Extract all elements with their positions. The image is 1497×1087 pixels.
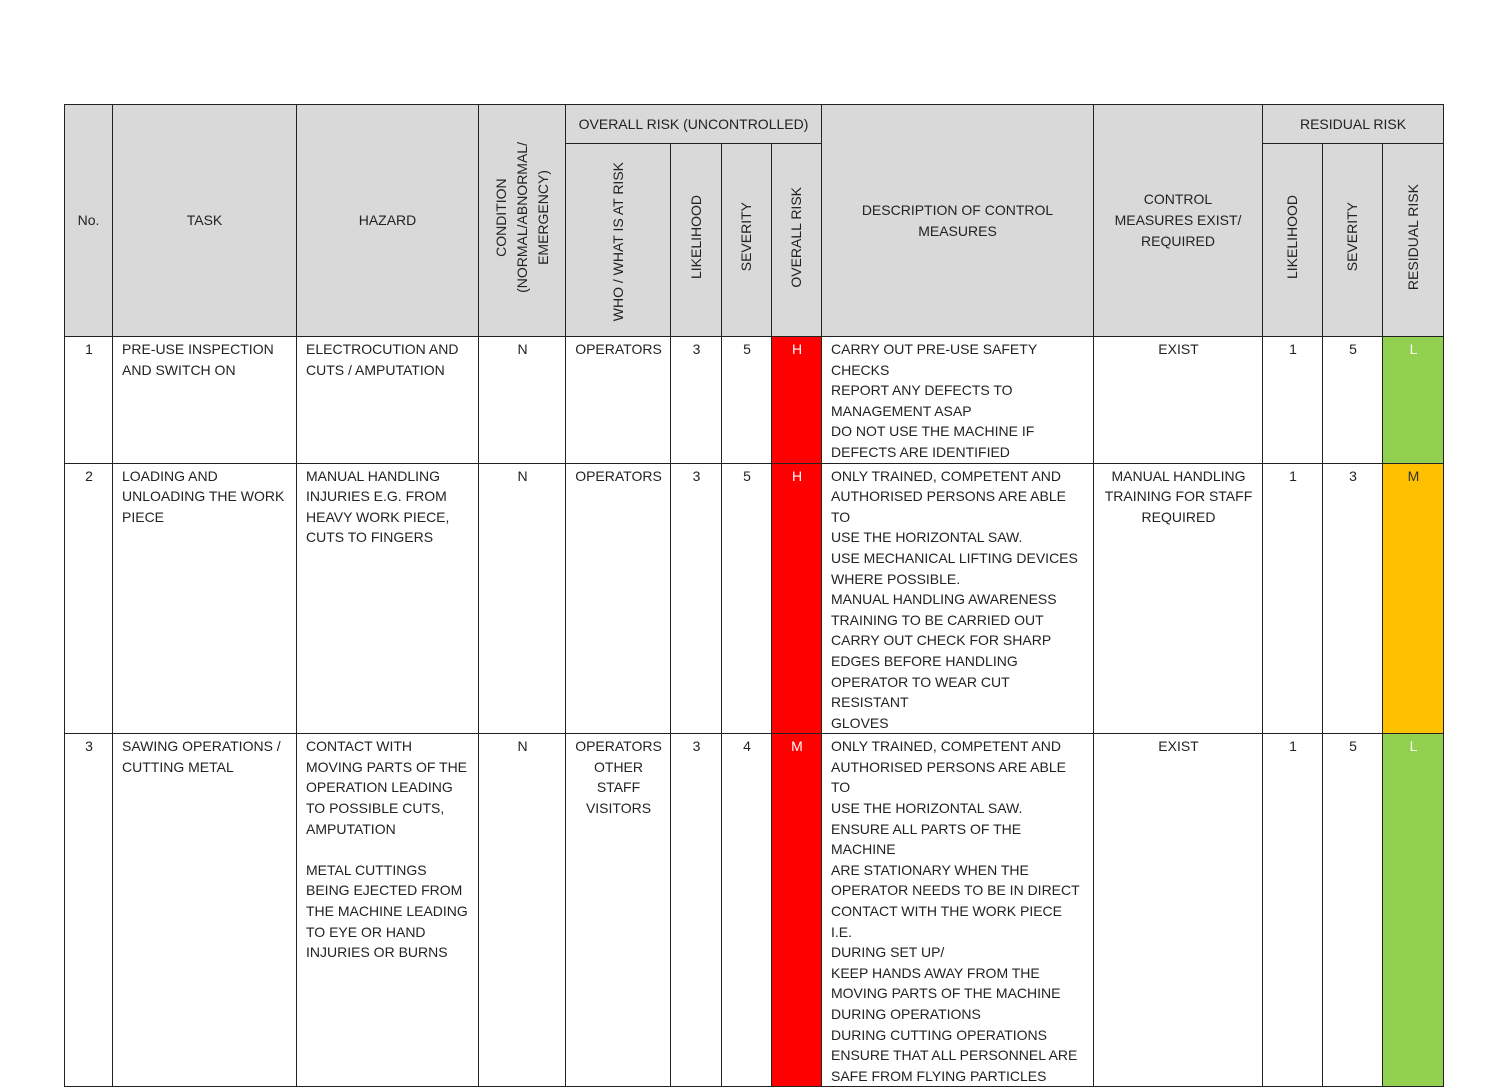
header-res-likelihood-cell <box>1263 144 1323 337</box>
cell-res-likelihood: 1 <box>1263 337 1323 464</box>
header-control-exist: CONTROL MEASURES EXIST/ REQUIRED <box>1094 105 1263 337</box>
header-likelihood: LIKELIHOOD <box>687 194 704 280</box>
cell-task: LOADING AND UNLOADING THE WORK PIECE <box>113 463 297 734</box>
cell-residual-risk: M <box>1383 463 1444 734</box>
header-residual-risk-cell <box>1383 144 1444 337</box>
cell-task: PRE-USE INSPECTION AND SWITCH ON <box>113 337 297 464</box>
cell-res-severity: 5 <box>1323 734 1383 1087</box>
cell-description: CARRY OUT PRE-USE SAFETY CHECKS REPORT ANY DEFECTS TO MANAGEMENT ASAP DO NOT USE THE MACHINE IF DEFECTS ARE IDENTIFIED <box>822 337 1094 464</box>
header-who: WHO / WHAT IS AT RISK <box>609 162 626 322</box>
cell-description: ONLY TRAINED, COMPETENT AND AUTHORISED PERSONS ARE ABLE TO USE THE HORIZONTAL SAW. USE MECHANICAL LIFTING DEVICES WHERE POSSIBLE. MANUAL HANDLING AWARENESS TRAINING TO BE CARRIED OUT CARRY OUT CHECK FOR SHARP EDGES BEFORE HANDLING OPERATOR TO WEAR CUT RESISTANT GLOVES <box>822 463 1094 734</box>
table-row <box>65 337 1444 464</box>
header-overall-risk-cell <box>772 144 822 337</box>
header-condition-cell <box>479 105 566 337</box>
cell-severity: 4 <box>722 734 772 1087</box>
header-res-severity: SEVERITY <box>1344 202 1360 272</box>
cell-no: 3 <box>65 734 113 1087</box>
header-residual-risk-group: RESIDUAL RISK <box>1263 105 1444 144</box>
cell-overall-risk: M <box>772 734 822 1087</box>
cell-hazard: CONTACT WITH MOVING PARTS OF THE OPERATION LEADING TO POSSIBLE CUTS, AMPUTATION METAL CUTTINGS BEING EJECTED FROM THE MACHINE LEADING TO EYE OR HAND INJURIES OR BURNS <box>297 734 479 1087</box>
header-overall-risk: OVERALL RISK <box>788 186 804 288</box>
header-who-cell <box>566 144 671 337</box>
cell-overall-risk: H <box>772 463 822 734</box>
header-res-severity-cell <box>1323 144 1383 337</box>
cell-res-likelihood: 1 <box>1263 463 1323 734</box>
cell-residual-risk: L <box>1383 337 1444 464</box>
cell-res-severity: 3 <box>1323 463 1383 734</box>
header-overall-risk-group: OVERALL RISK (UNCONTROLLED) <box>566 105 822 144</box>
header-hazard: HAZARD <box>297 105 479 337</box>
header-residual-risk: RESIDUAL RISK <box>1404 183 1421 291</box>
cell-overall-risk: H <box>772 337 822 464</box>
cell-likelihood: 3 <box>671 734 722 1087</box>
header-no: No. <box>65 105 113 337</box>
cell-hazard: ELECTROCUTION AND CUTS / AMPUTATION <box>297 337 479 464</box>
cell-hazard: MANUAL HANDLING INJURIES E.G. FROM HEAVY WORK PIECE, CUTS TO FINGERS <box>297 463 479 734</box>
header-likelihood-cell <box>671 144 722 337</box>
risk-assessment-table <box>64 104 1444 1087</box>
table-row <box>65 734 1444 1087</box>
cell-res-severity: 5 <box>1323 337 1383 464</box>
cell-task: SAWING OPERATIONS / CUTTING METAL <box>113 734 297 1087</box>
cell-res-likelihood: 1 <box>1263 734 1323 1087</box>
cell-severity: 5 <box>722 337 772 464</box>
cell-severity: 5 <box>722 463 772 734</box>
cell-who: OPERATORS <box>566 463 671 734</box>
header-severity-cell <box>722 144 772 337</box>
cell-likelihood: 3 <box>671 463 722 734</box>
header-description: DESCRIPTION OF CONTROL MEASURES <box>822 105 1094 337</box>
cell-condition: N <box>479 337 566 464</box>
cell-no: 1 <box>65 337 113 464</box>
header-severity: SEVERITY <box>738 202 754 272</box>
cell-control-exist: EXIST <box>1094 337 1263 464</box>
cell-control-exist: EXIST <box>1094 734 1263 1087</box>
cell-description: ONLY TRAINED, COMPETENT AND AUTHORISED PERSONS ARE ABLE TO USE THE HORIZONTAL SAW. ENSURE ALL PARTS OF THE MACHINE ARE STATIONARY WHEN THE OPERATOR NEEDS TO BE IN DIRECT CONTACT WITH THE WORK PIECE I.E. DURING SET UP/ KEEP HANDS AWAY FROM THE MOVING PARTS OF THE MACHINE DURING OPERATIONS DURING CUTTING OPERATIONS ENSURE THAT ALL PERSONNEL ARE SAFE FROM FLYING PARTICLES <box>822 734 1094 1087</box>
header-res-likelihood: LIKELIHOOD <box>1284 194 1300 280</box>
cell-condition: N <box>479 463 566 734</box>
cell-condition: N <box>479 734 566 1087</box>
cell-control-exist: MANUAL HANDLING TRAINING FOR STAFF REQUIRED <box>1094 463 1263 734</box>
table-row <box>65 463 1444 734</box>
cell-residual-risk: L <box>1383 734 1444 1087</box>
header-task: TASK <box>113 105 297 337</box>
header-condition: CONDITION (NORMAL/ABNORMAL/ EMERGENCY) <box>492 142 551 293</box>
cell-likelihood: 3 <box>671 337 722 464</box>
cell-who: OPERATORS OTHER STAFF VISITORS <box>566 734 671 1087</box>
cell-who: OPERATORS <box>566 337 671 464</box>
cell-no: 2 <box>65 463 113 734</box>
